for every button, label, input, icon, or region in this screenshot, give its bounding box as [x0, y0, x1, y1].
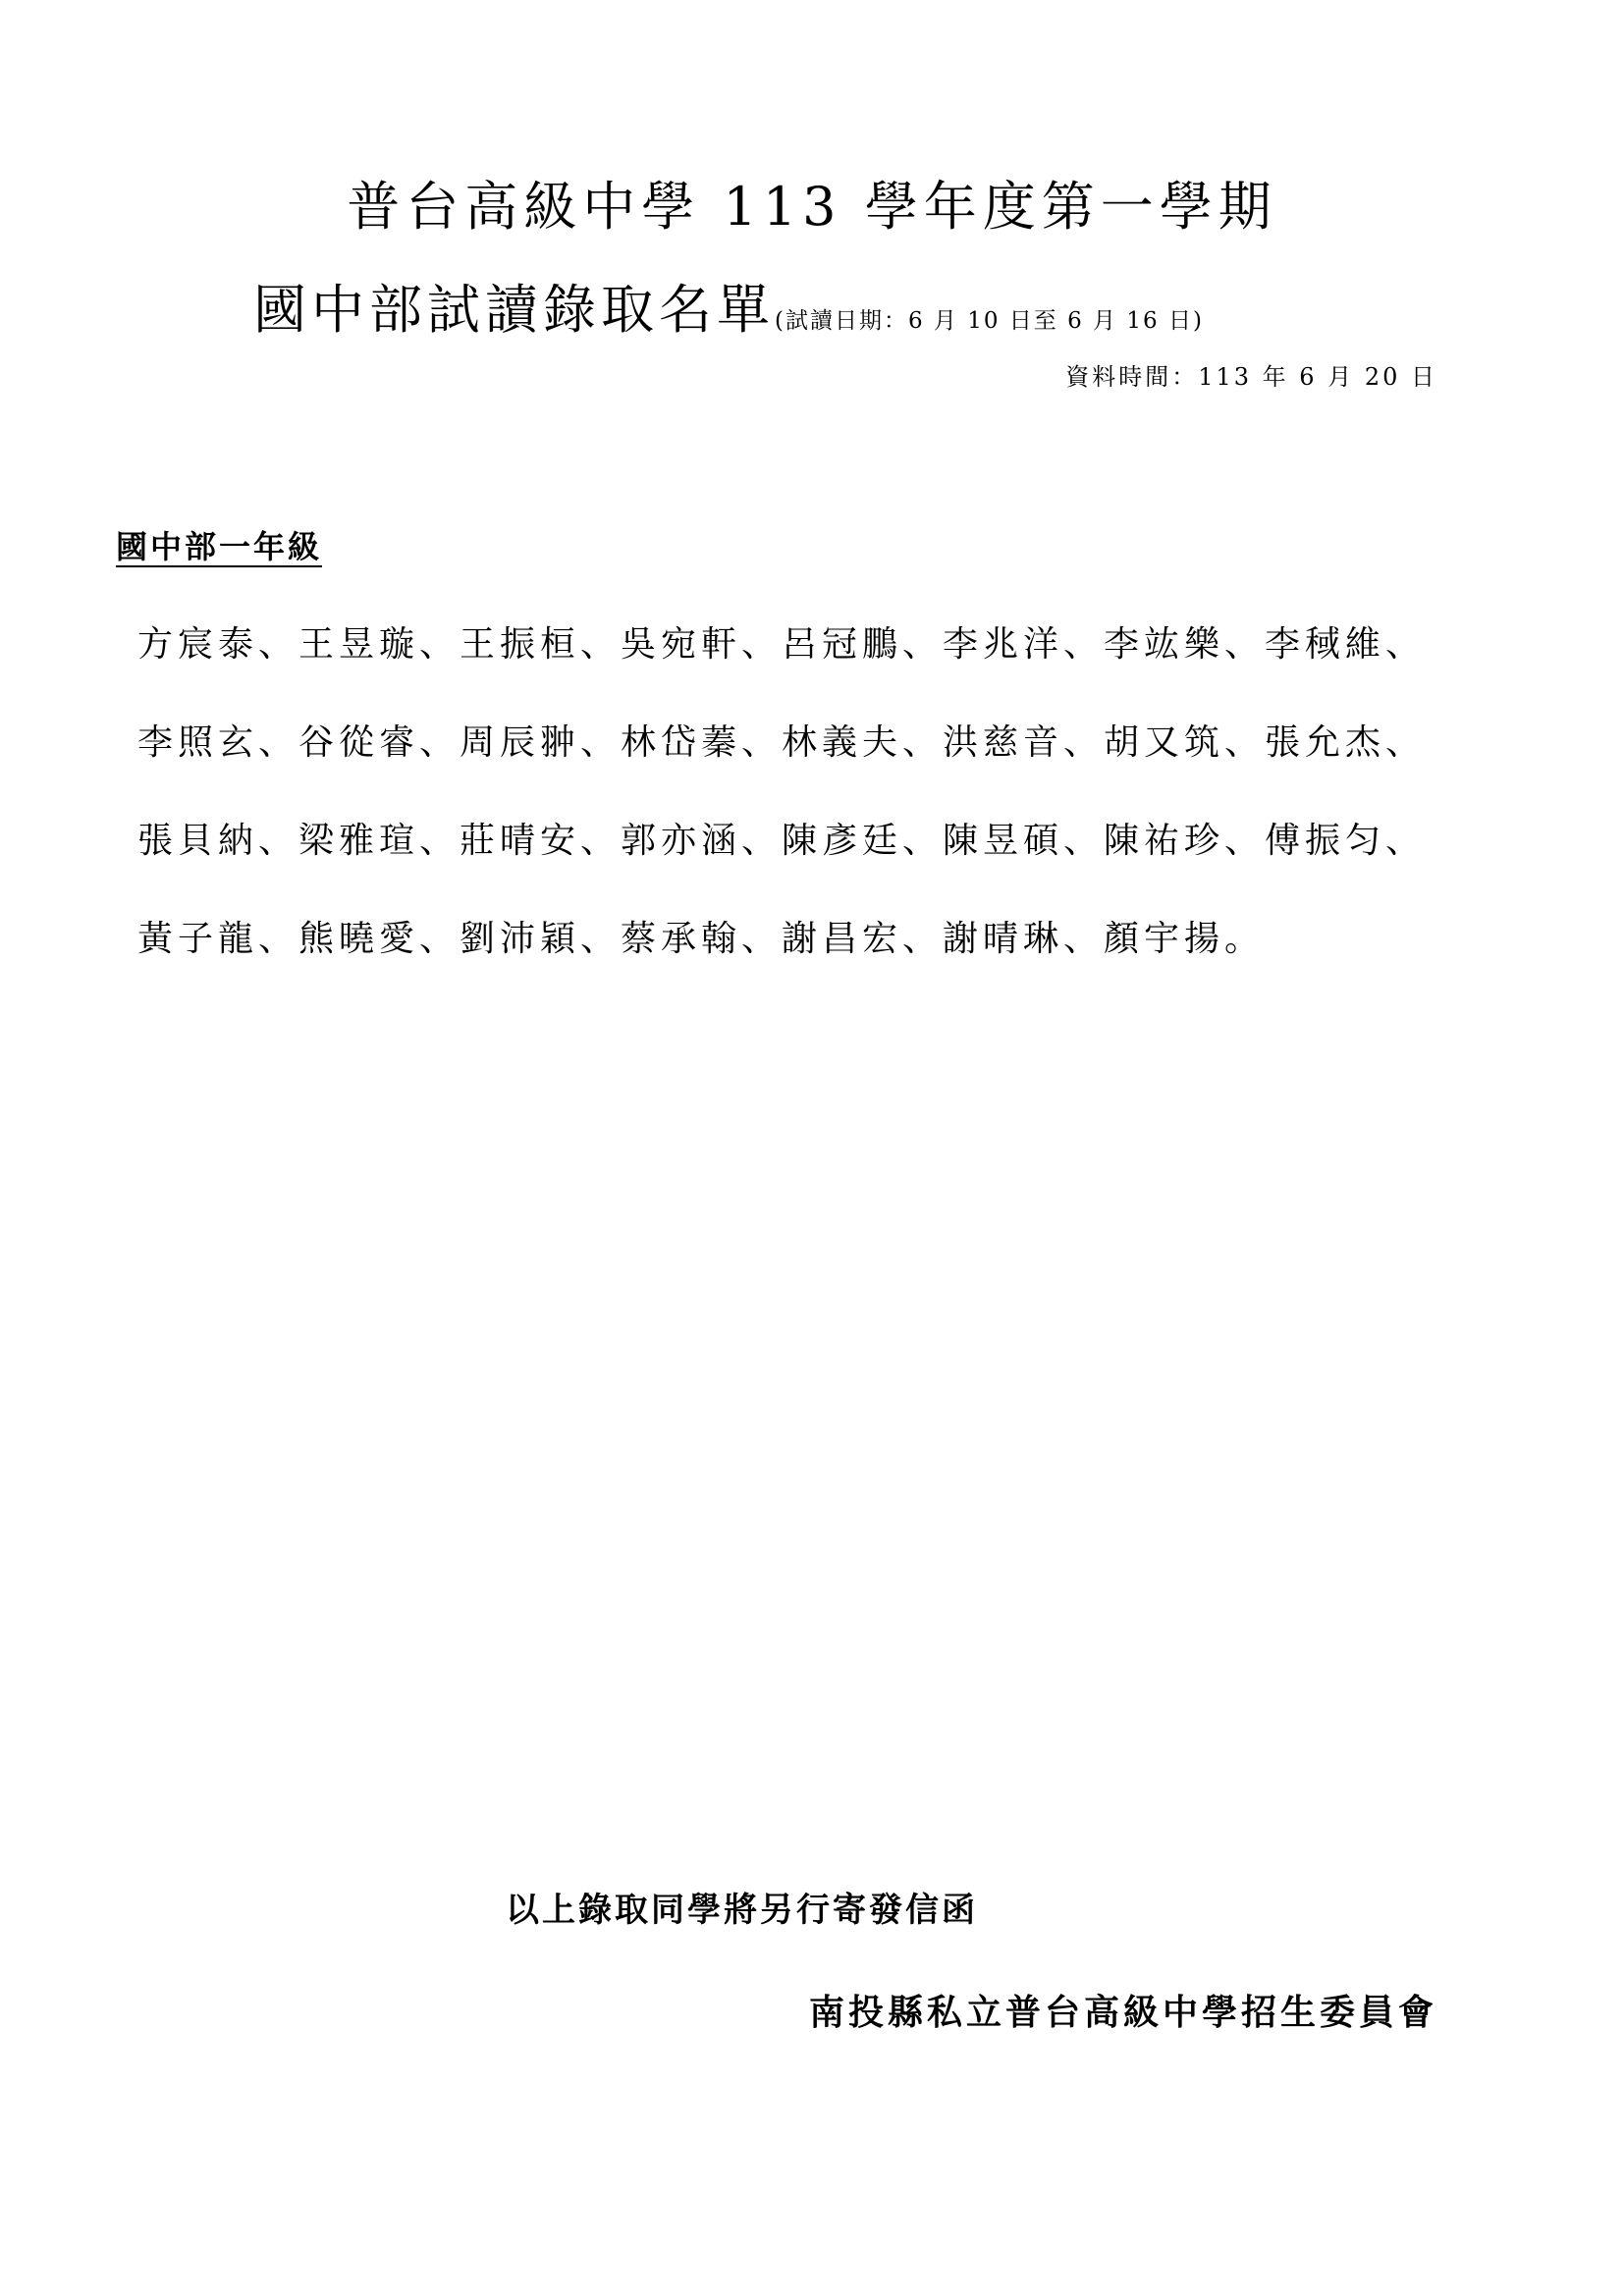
admitted-name-list [137, 616, 1532, 1009]
document-title-main: 國中部試讀錄取名單 [253, 279, 775, 341]
trial-dates: (試讀日期：6 月 10 日至 6 月 16 日) [775, 308, 1204, 334]
name-row: 張貝納、梁雅瑄、莊晴安、郭亦涵、陳彥廷、陳昱碩、陳祐珍、傅振匀、 [137, 821, 1427, 861]
name-row: 黃子龍、熊曉愛、劉沛穎、蔡承翰、謝昌宏、謝晴琳、顏宇揚。 [137, 919, 1266, 959]
document-title-line2 [253, 268, 1204, 344]
document-title-line1: 普台高級中學 113 學年度第一學期 [347, 176, 1277, 238]
data-time: 資料時間：113 年 6 月 20 日 [1065, 363, 1437, 391]
notification-notice: 以上錄取同學將另行寄發信函 [506, 1891, 978, 1930]
committee-signature: 南投縣私立普台高級中學招生委員會 [808, 1992, 1437, 2033]
name-row: 李照玄、谷從睿、周辰翀、林岱蓁、林義夫、洪慈音、胡又筑、張允杰、 [137, 722, 1427, 763]
section-heading-grade1: 國中部一年級 [116, 528, 323, 565]
name-row: 方宸泰、王昱璇、王振桓、吳宛軒、呂冠鵬、李兆洋、李竑樂、李稢維、 [137, 624, 1427, 665]
